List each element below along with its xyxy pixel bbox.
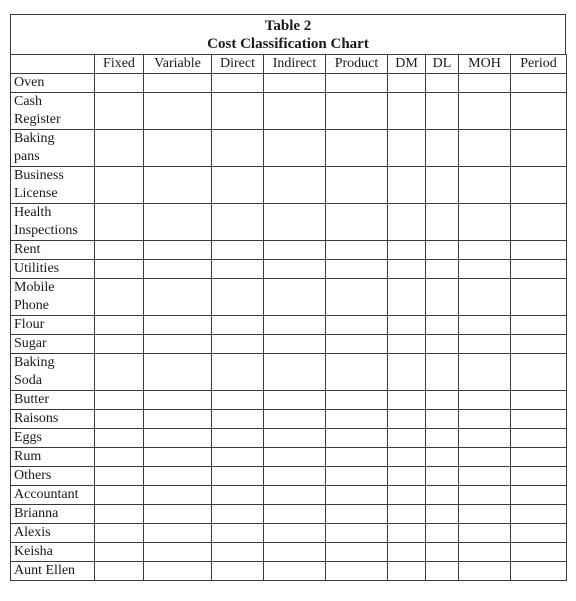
table-row [11, 93, 567, 130]
blank-cell[interactable] [95, 74, 144, 93]
row-label-line: Eggs [14, 430, 42, 445]
blank-cell[interactable] [264, 448, 326, 467]
blank-cell[interactable] [511, 260, 567, 279]
blank-cell[interactable] [95, 335, 144, 354]
row-label [11, 562, 95, 581]
row-label-line: Business [14, 168, 64, 183]
row-label [11, 241, 95, 260]
table-subtitle: Cost Classification Chart [207, 36, 369, 52]
blank-cell[interactable] [144, 391, 212, 410]
blank-cell[interactable] [326, 354, 388, 391]
blank-cell[interactable] [95, 467, 144, 486]
blank-cell[interactable] [264, 429, 326, 448]
blank-cell[interactable] [144, 130, 212, 167]
table-row [11, 467, 567, 486]
row-label-line: pans [14, 149, 40, 164]
blank-cell[interactable] [326, 241, 388, 260]
blank-cell[interactable] [511, 316, 567, 335]
row-label [11, 316, 95, 335]
blank-cell[interactable] [426, 543, 459, 562]
blank-cell[interactable] [459, 429, 511, 448]
blank-cell[interactable] [144, 241, 212, 260]
table-row [11, 130, 567, 167]
cost-classification-sheet [10, 14, 566, 581]
column-header-direct: Direct [212, 55, 264, 74]
blank-cell[interactable] [212, 74, 264, 93]
blank-cell[interactable] [95, 486, 144, 505]
blank-cell[interactable] [144, 354, 212, 391]
table-row [11, 448, 567, 467]
blank-cell[interactable] [426, 316, 459, 335]
blank-cell[interactable] [212, 410, 264, 429]
blank-cell[interactable] [264, 260, 326, 279]
blank-cell[interactable] [95, 316, 144, 335]
blank-cell[interactable] [264, 467, 326, 486]
blank-cell[interactable] [144, 260, 212, 279]
row-label [11, 354, 95, 391]
blank-cell[interactable] [144, 429, 212, 448]
blank-cell[interactable] [426, 167, 459, 204]
blank-cell[interactable] [326, 260, 388, 279]
blank-cell[interactable] [388, 93, 426, 130]
blank-cell[interactable] [212, 335, 264, 354]
blank-cell[interactable] [511, 448, 567, 467]
blank-cell[interactable] [95, 429, 144, 448]
column-header-period: Period [511, 55, 567, 74]
row-label [11, 486, 95, 505]
row-label [11, 543, 95, 562]
blank-cell[interactable] [212, 391, 264, 410]
table-row [11, 74, 567, 93]
blank-cell[interactable] [326, 505, 388, 524]
blank-cell[interactable] [459, 448, 511, 467]
row-label [11, 204, 95, 241]
blank-cell[interactable] [212, 486, 264, 505]
blank-cell[interactable] [326, 204, 388, 241]
row-label-line: Rent [14, 242, 41, 257]
row-label-line: Others [14, 468, 52, 483]
blank-cell[interactable] [95, 354, 144, 391]
row-label-line: Butter [14, 392, 49, 407]
blank-cell[interactable] [264, 279, 326, 316]
blank-cell[interactable] [212, 204, 264, 241]
row-label-line: Phone [14, 298, 49, 313]
blank-cell[interactable] [426, 74, 459, 93]
table-title: Table 2 [264, 18, 312, 34]
blank-cell[interactable] [511, 391, 567, 410]
blank-cell[interactable] [326, 486, 388, 505]
blank-cell[interactable] [426, 354, 459, 391]
blank-cell[interactable] [388, 279, 426, 316]
blank-cell[interactable] [264, 74, 326, 93]
blank-cell[interactable] [388, 335, 426, 354]
blank-cell[interactable] [388, 74, 426, 93]
blank-cell[interactable] [388, 316, 426, 335]
blank-cell[interactable] [326, 524, 388, 543]
row-label-line: Accountant [14, 487, 79, 502]
row-label [11, 93, 95, 130]
blank-cell[interactable] [426, 335, 459, 354]
blank-cell[interactable] [264, 524, 326, 543]
table-row [11, 562, 567, 581]
blank-cell[interactable] [212, 505, 264, 524]
blank-cell[interactable] [326, 391, 388, 410]
blank-cell[interactable] [264, 354, 326, 391]
blank-cell[interactable] [388, 130, 426, 167]
table-row [11, 505, 567, 524]
row-label [11, 524, 95, 543]
column-header-indirect: Indirect [264, 55, 326, 74]
blank-cell[interactable] [459, 335, 511, 354]
blank-cell[interactable] [212, 524, 264, 543]
row-label-line: Baking [14, 355, 55, 370]
row-label-line: License [14, 186, 58, 201]
blank-cell[interactable] [212, 448, 264, 467]
row-label-line: Oven [14, 75, 45, 90]
table-row [11, 354, 567, 391]
column-header-product: Product [326, 55, 388, 74]
blank-cell[interactable] [326, 543, 388, 562]
blank-cell[interactable] [426, 486, 459, 505]
blank-cell[interactable] [426, 429, 459, 448]
blank-cell[interactable] [264, 316, 326, 335]
blank-cell[interactable] [326, 279, 388, 316]
blank-cell[interactable] [144, 74, 212, 93]
blank-cell[interactable] [144, 543, 212, 562]
blank-cell[interactable] [212, 316, 264, 335]
blank-cell[interactable] [264, 486, 326, 505]
blank-cell[interactable] [388, 391, 426, 410]
blank-cell[interactable] [388, 543, 426, 562]
blank-cell[interactable] [326, 74, 388, 93]
blank-cell[interactable] [95, 279, 144, 316]
blank-cell[interactable] [426, 391, 459, 410]
blank-cell[interactable] [426, 410, 459, 429]
table-title-box [10, 14, 566, 54]
blank-cell[interactable] [95, 93, 144, 130]
blank-cell[interactable] [459, 93, 511, 130]
table-row [11, 335, 567, 354]
blank-cell[interactable] [212, 167, 264, 204]
blank-cell[interactable] [459, 241, 511, 260]
blank-cell[interactable] [212, 429, 264, 448]
blank-cell[interactable] [426, 562, 459, 581]
blank-cell[interactable] [426, 467, 459, 486]
row-label-line: Alexis [14, 525, 51, 540]
blank-cell[interactable] [264, 167, 326, 204]
blank-cell[interactable] [326, 93, 388, 130]
table-row [11, 260, 567, 279]
blank-cell[interactable] [212, 562, 264, 581]
blank-cell[interactable] [511, 74, 567, 93]
blank-cell[interactable] [511, 93, 567, 130]
blank-cell[interactable] [388, 562, 426, 581]
blank-cell[interactable] [511, 429, 567, 448]
blank-cell[interactable] [511, 167, 567, 204]
blank-cell[interactable] [95, 241, 144, 260]
blank-cell[interactable] [388, 524, 426, 543]
blank-cell[interactable] [264, 505, 326, 524]
blank-cell[interactable] [95, 260, 144, 279]
blank-cell[interactable] [459, 316, 511, 335]
blank-cell[interactable] [326, 467, 388, 486]
column-header-moh: MOH [459, 55, 511, 74]
row-label-line: Keisha [14, 544, 53, 559]
row-label-line: Health [14, 205, 52, 220]
table-row [11, 391, 567, 410]
blank-cell[interactable] [144, 448, 212, 467]
blank-cell[interactable] [426, 241, 459, 260]
blank-cell[interactable] [426, 260, 459, 279]
blank-cell[interactable] [459, 467, 511, 486]
row-label [11, 505, 95, 524]
blank-cell[interactable] [326, 167, 388, 204]
blank-cell[interactable] [212, 241, 264, 260]
blank-cell[interactable] [95, 543, 144, 562]
table-row [11, 316, 567, 335]
blank-cell[interactable] [144, 505, 212, 524]
blank-cell[interactable] [426, 279, 459, 316]
blank-cell[interactable] [326, 316, 388, 335]
blank-cell[interactable] [264, 391, 326, 410]
row-label-line: Cash [14, 94, 42, 109]
blank-cell[interactable] [264, 562, 326, 581]
blank-cell[interactable] [511, 467, 567, 486]
blank-cell[interactable] [511, 130, 567, 167]
blank-cell[interactable] [144, 279, 212, 316]
row-label [11, 167, 95, 204]
row-label-line: Brianna [14, 506, 59, 521]
blank-cell[interactable] [459, 74, 511, 93]
table-row [11, 279, 567, 316]
header-row [11, 55, 567, 74]
blank-cell[interactable] [388, 448, 426, 467]
table-body [11, 74, 567, 581]
blank-cell[interactable] [511, 279, 567, 316]
column-header-fixed: Fixed [95, 55, 144, 74]
blank-cell[interactable] [511, 505, 567, 524]
blank-cell[interactable] [212, 130, 264, 167]
blank-cell[interactable] [212, 93, 264, 130]
row-label-line: Utilities [14, 261, 60, 276]
blank-cell[interactable] [144, 204, 212, 241]
row-label-line: Sugar [14, 336, 47, 351]
blank-cell[interactable] [426, 130, 459, 167]
row-label-line: Aunt Ellen [14, 563, 76, 578]
blank-cell[interactable] [326, 410, 388, 429]
blank-cell[interactable] [426, 204, 459, 241]
blank-cell[interactable] [264, 241, 326, 260]
row-label [11, 74, 95, 93]
row-label-line: Mobile [14, 280, 55, 295]
blank-cell[interactable] [426, 524, 459, 543]
row-label [11, 429, 95, 448]
blank-cell[interactable] [212, 543, 264, 562]
blank-cell[interactable] [459, 204, 511, 241]
blank-cell[interactable] [388, 429, 426, 448]
blank-cell[interactable] [459, 260, 511, 279]
blank-cell[interactable] [388, 486, 426, 505]
blank-cell[interactable] [326, 448, 388, 467]
blank-cell[interactable] [459, 543, 511, 562]
blank-cell[interactable] [511, 562, 567, 581]
row-label-line: Soda [14, 373, 42, 388]
blank-cell[interactable] [459, 524, 511, 543]
table-row [11, 204, 567, 241]
row-label-line: Register [14, 112, 61, 127]
blank-cell[interactable] [459, 410, 511, 429]
blank-cell[interactable] [144, 316, 212, 335]
blank-cell[interactable] [144, 486, 212, 505]
blank-cell[interactable] [459, 354, 511, 391]
blank-cell[interactable] [144, 167, 212, 204]
blank-cell[interactable] [459, 167, 511, 204]
blank-cell[interactable] [95, 167, 144, 204]
blank-cell[interactable] [326, 335, 388, 354]
blank-cell[interactable] [388, 241, 426, 260]
blank-cell[interactable] [388, 410, 426, 429]
row-label-line: Flour [14, 317, 45, 332]
blank-cell[interactable] [511, 204, 567, 241]
blank-cell[interactable] [212, 467, 264, 486]
column-header-dl: DL [426, 55, 459, 74]
blank-cell[interactable] [511, 486, 567, 505]
blank-cell[interactable] [459, 130, 511, 167]
blank-cell[interactable] [95, 410, 144, 429]
row-label-line: Inspections [14, 223, 78, 238]
row-label [11, 279, 95, 316]
blank-cell[interactable] [511, 354, 567, 391]
row-label [11, 448, 95, 467]
column-header-dm: DM [388, 55, 426, 74]
blank-cell[interactable] [388, 167, 426, 204]
table-row [11, 410, 567, 429]
blank-cell[interactable] [95, 505, 144, 524]
table-row [11, 241, 567, 260]
blank-cell[interactable] [264, 93, 326, 130]
blank-cell[interactable] [144, 93, 212, 130]
row-label-line: Baking [14, 131, 55, 146]
blank-cell[interactable] [144, 410, 212, 429]
blank-cell[interactable] [144, 335, 212, 354]
blank-cell[interactable] [426, 93, 459, 130]
blank-cell[interactable] [459, 562, 511, 581]
row-label [11, 467, 95, 486]
row-label [11, 335, 95, 354]
blank-cell[interactable] [326, 429, 388, 448]
blank-cell[interactable] [459, 279, 511, 316]
blank-cell[interactable] [426, 448, 459, 467]
blank-cell[interactable] [388, 505, 426, 524]
blank-cell[interactable] [212, 279, 264, 316]
blank-cell[interactable] [326, 130, 388, 167]
blank-cell[interactable] [144, 467, 212, 486]
blank-cell[interactable] [511, 524, 567, 543]
blank-cell[interactable] [511, 543, 567, 562]
blank-cell[interactable] [264, 410, 326, 429]
blank-cell[interactable] [426, 505, 459, 524]
row-label-line: Raisons [14, 411, 59, 426]
blank-cell[interactable] [388, 467, 426, 486]
blank-cell[interactable] [212, 354, 264, 391]
blank-cell[interactable] [388, 260, 426, 279]
corner-header [11, 55, 95, 74]
row-label [11, 260, 95, 279]
blank-cell[interactable] [459, 391, 511, 410]
blank-cell[interactable] [388, 354, 426, 391]
table-row [11, 524, 567, 543]
blank-cell[interactable] [511, 335, 567, 354]
blank-cell[interactable] [326, 562, 388, 581]
table-row [11, 543, 567, 562]
blank-cell[interactable] [264, 335, 326, 354]
cost-classification-table [10, 54, 567, 581]
blank-cell[interactable] [95, 204, 144, 241]
blank-cell[interactable] [212, 260, 264, 279]
blank-cell[interactable] [144, 562, 212, 581]
blank-cell[interactable] [95, 130, 144, 167]
blank-cell[interactable] [95, 524, 144, 543]
blank-cell[interactable] [511, 410, 567, 429]
table-row [11, 486, 567, 505]
row-label-line: Rum [14, 449, 42, 464]
blank-cell[interactable] [95, 448, 144, 467]
blank-cell[interactable] [511, 241, 567, 260]
column-header-variable: Variable [144, 55, 212, 74]
row-label [11, 410, 95, 429]
blank-cell[interactable] [459, 505, 511, 524]
blank-cell[interactable] [264, 130, 326, 167]
blank-cell[interactable] [95, 391, 144, 410]
blank-cell[interactable] [264, 543, 326, 562]
blank-cell[interactable] [264, 204, 326, 241]
table-row [11, 167, 567, 204]
blank-cell[interactable] [144, 524, 212, 543]
blank-cell[interactable] [388, 204, 426, 241]
blank-cell[interactable] [459, 486, 511, 505]
row-label [11, 130, 95, 167]
blank-cell[interactable] [95, 562, 144, 581]
row-label [11, 391, 95, 410]
table-row [11, 429, 567, 448]
